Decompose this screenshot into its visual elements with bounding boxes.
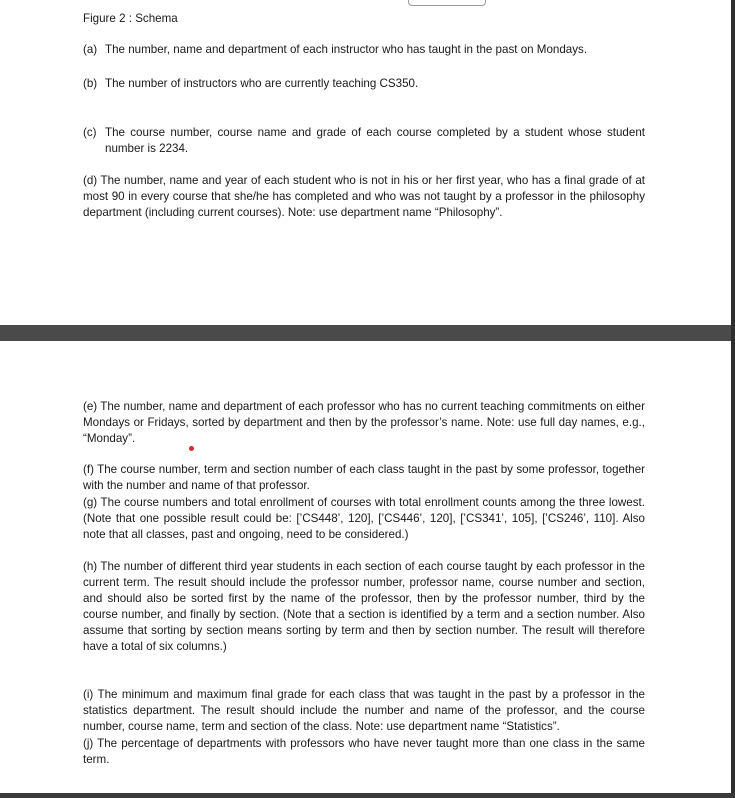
question-c-text: The course number, course name and grade of each course completed by a student whose student number is 2234. (105, 126, 645, 155)
question-b-label: (b) (83, 77, 98, 90)
page-separator (0, 325, 735, 341)
question-a-text: The number, name and department of each instructor who has taught in the past on Mondays. (105, 43, 588, 56)
question-d: (d) The number, name and year of each student who is not in his or her first year, who has a final grade of at most 90 in every course that she/he has completed and who was not taught by a professor in the philosophy department (including current courses). Note: use department name “Philosophy”. (83, 174, 645, 219)
scrollbar-track[interactable] (731, 0, 735, 798)
question-c-label: (c) (83, 126, 97, 139)
question-h: (h) The number of different third year students in each section of each course taught by each professor in the current term. The result should include the professor number, professor name, course number and section, and should also be sorted first by the name of the professor, then by the professor number, third by the course number, and finally by section. (Note that a section is identified by a term and a section number. Also assume that sorting by section means sorting by term and then by section number. The result will therefore have a total of six columns.) (83, 560, 645, 653)
figure-caption: Figure 2 : Schema (83, 12, 178, 25)
question-e: (e) The number, name and department of each professor who has no current teaching commitments on either Mondays or Fridays, sorted by department and then by the professor’s name. Note: use full day names, e.g., “Monday”. (83, 400, 645, 445)
question-a (83, 42, 645, 58)
question-f: (f) The course number, term and section number of each class taught in the past by some professor, together with the number and name of that professor. (83, 463, 645, 492)
document-page-2 (0, 341, 731, 793)
page-toolbar-tab[interactable] (408, 0, 486, 6)
question-b-text: The number of instructors who are currently teaching CS350. (105, 77, 419, 90)
question-g: (g) The course numbers and total enrollment of courses with total enrollment counts among the three lowest. (Note that one possible result could be: [’CS448’, 120], [’CS446’, 120], [’CS341’, 105], [’CS246’, 110]. Also note that all classes, past and ongoing, need to be considered.) (83, 496, 645, 541)
document-page-1 (0, 0, 731, 325)
question-j: (j) The percentage of departments with professors who have never taught more than one class in the same term. (83, 737, 645, 766)
question-i: (i) The minimum and maximum final grade for each class that was taught in the past by a professor in the statistics department. The result should include the number and name of the professor, and the course number, course name, term and section of the class. Note: use department name “Statistics”. (83, 688, 645, 733)
question-b (83, 76, 645, 92)
viewer-bottom-edge (0, 793, 735, 798)
annotation-marker (189, 446, 194, 451)
question-c (83, 125, 645, 157)
question-a-label: (a) (83, 43, 98, 56)
